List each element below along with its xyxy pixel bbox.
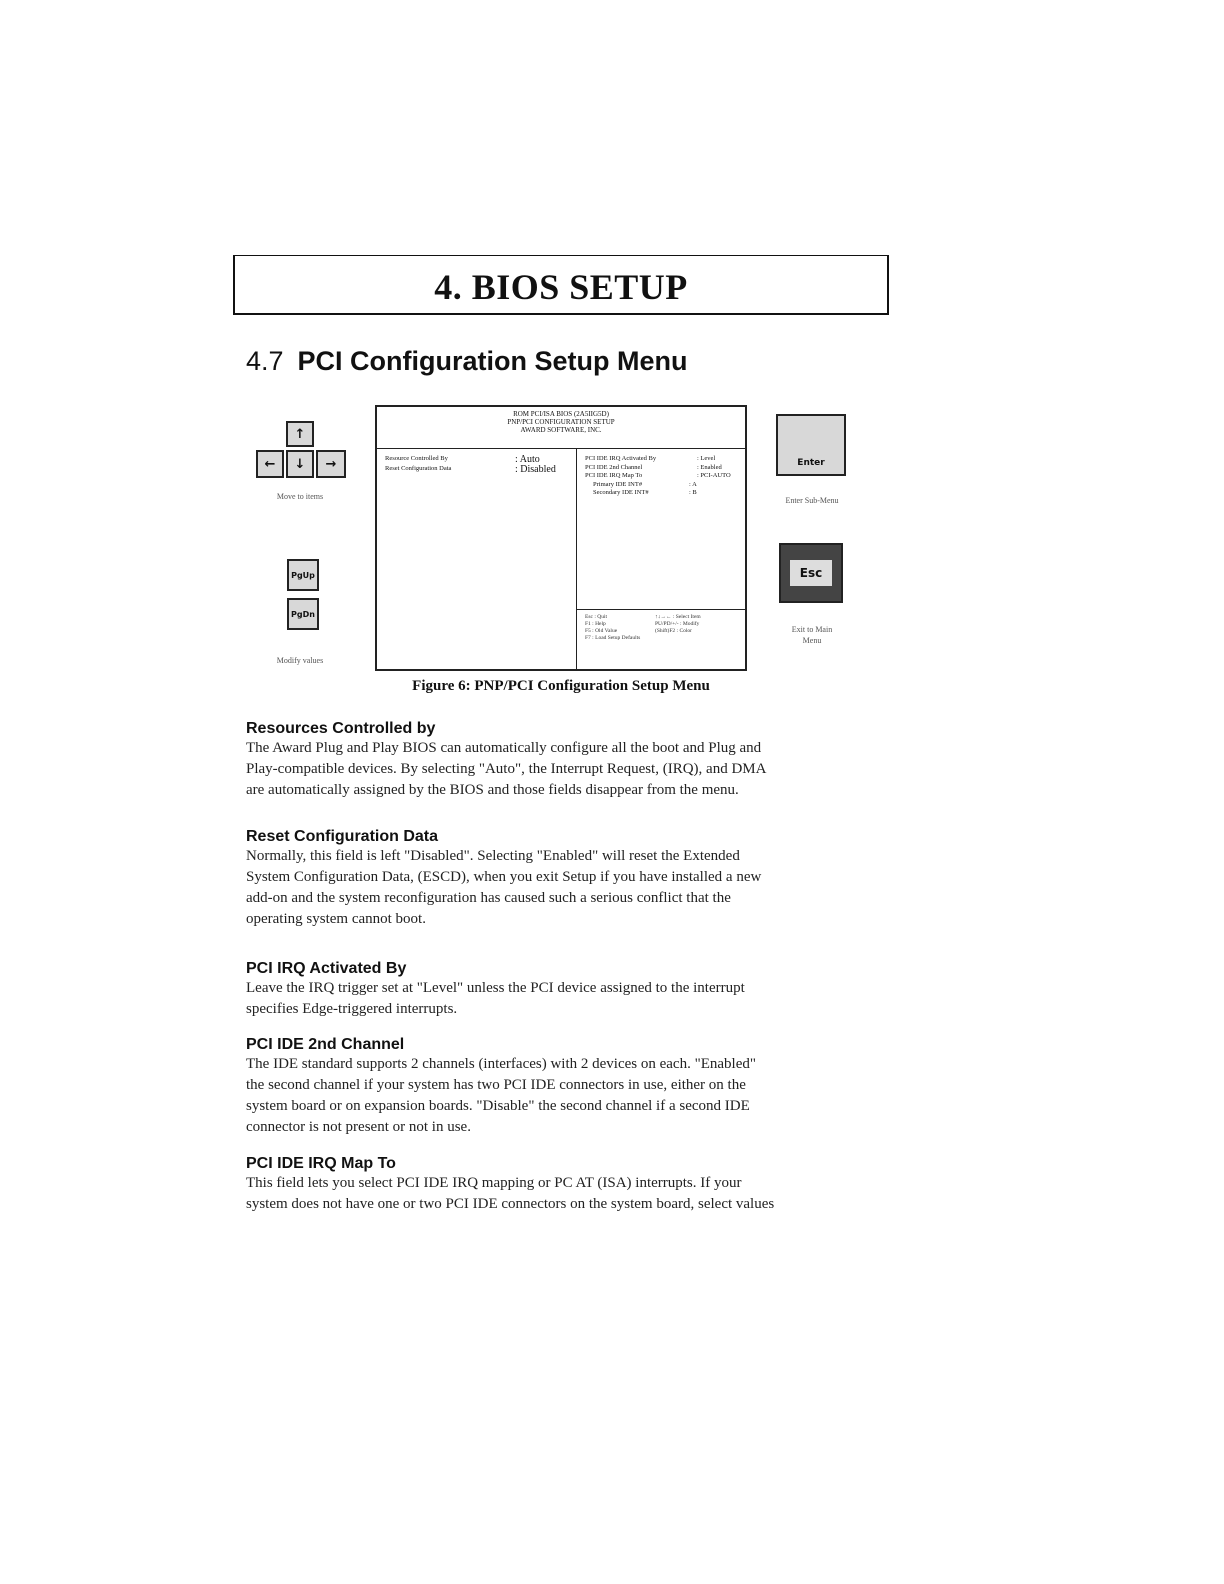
help-row [585, 635, 745, 642]
bios-setting-value[interactable]: : Disabled [515, 464, 556, 475]
section-title-text: PCI Configuration Setup Menu [297, 346, 688, 376]
bios-setting-row[interactable] [585, 489, 745, 498]
help-key: PU/PD/+/- : Modify [655, 621, 700, 627]
text-line: Normally, this field is left "Disabled". Selecting "Enabled" will reset the Extended [246, 848, 740, 864]
modify-values-label: Modify values [276, 656, 324, 665]
text-line: connector is not present or not in use. [246, 1119, 471, 1135]
bios-setting-row[interactable] [385, 455, 576, 463]
section-title [246, 346, 688, 377]
text-line: operating system cannot boot. [246, 911, 426, 927]
exit-main-label-1: Exit to Main [791, 625, 833, 634]
help-key: Esc : Quit [585, 614, 607, 620]
text-line: System Configuration Data, (ESCD), when you exit Setup if you have installed a new [246, 869, 762, 885]
text-line: add-on and the system reconfiguration has caused such a serious conflict that the [246, 890, 731, 906]
text-line: specifies Edge-triggered interrupts. [246, 1001, 458, 1017]
bios-setting-label: PCI IDE IRQ Map To [585, 472, 643, 479]
bios-help-panel [577, 609, 745, 669]
enter-key-label: Enter [797, 458, 825, 468]
help-key: F5 : Old Value [585, 628, 618, 634]
exit-main-label-2: Menu [802, 636, 822, 645]
help-key: F7 : Load Setup Defaults [585, 635, 641, 641]
bios-header-line: AWARD SOFTWARE, INC. [520, 426, 602, 434]
bios-setting-value[interactable]: : Auto [515, 454, 540, 465]
bios-setting-value[interactable]: : Enabled [697, 463, 722, 471]
down-arrow-key-icon: ↓ [286, 450, 314, 478]
page-down-key-icon: PgDn [287, 598, 319, 630]
bios-header [377, 407, 745, 449]
bios-header-line: ROM PCI/ISA BIOS (2A5IIG5D) [513, 410, 609, 418]
enter-key-icon [776, 414, 846, 476]
subsection-heading: PCI IDE 2nd Channel [246, 1036, 405, 1053]
bios-setting-value[interactable]: : B [689, 489, 697, 496]
bios-setting-value[interactable]: : A [689, 480, 697, 488]
bios-setting-row[interactable] [585, 472, 745, 481]
bios-right-panel [577, 449, 745, 669]
bios-setting-row[interactable] [585, 481, 745, 490]
page-up-key-icon: PgUp [287, 559, 319, 591]
subsection-body [246, 738, 882, 801]
bios-setting-row[interactable] [585, 464, 745, 473]
chapter-title: 4. BIOS SETUP [434, 267, 688, 307]
subsection-body [246, 1173, 882, 1215]
bios-setting-label: Reset Configuration Data [385, 465, 452, 472]
text-line: The Award Plug and Play BIOS can automatically configure all the boot and Plug and [246, 740, 762, 756]
text-line: system board or on expansion boards. "Disable" the second channel if a second IDE [246, 1098, 750, 1114]
right-arrow-key-icon: → [316, 450, 346, 478]
figure-caption: Figure 6: PNP/PCI Configuration Setup Menu [412, 678, 710, 694]
bios-setting-row[interactable] [385, 465, 576, 473]
section-number: 4.7 [246, 346, 284, 376]
help-row [585, 614, 745, 621]
help-row [585, 621, 745, 628]
text-line: are automatically assigned by the BIOS and those fields disappear from the menu. [246, 782, 739, 798]
bios-setting-label: Secondary IDE INT# [593, 489, 649, 496]
subsection-body [246, 978, 882, 1020]
left-arrow-key-icon: ← [256, 450, 284, 478]
help-key: (Shift)F2 : Color [655, 628, 692, 634]
help-key: ↑↓→← : Select Item [655, 614, 701, 620]
esc-key-label: Esc [790, 560, 832, 586]
bios-setting-label: Resource Controlled By [385, 455, 448, 462]
text-line: system does not have one or two PCI IDE connectors on the system board, select values [246, 1196, 775, 1212]
bios-setting-row[interactable] [585, 455, 745, 464]
up-arrow-key-icon: ↑ [286, 421, 314, 447]
bios-left-panel [377, 449, 577, 669]
text-line: This field lets you select PCI IDE IRQ mapping or PC AT (ISA) interrupts. If your [246, 1175, 742, 1191]
bios-header-line: PNP/PCI CONFIGURATION SETUP [507, 418, 615, 426]
subsection-heading: PCI IDE IRQ Map To [246, 1155, 396, 1172]
bios-setting-label: PCI IDE 2nd Channel [585, 463, 643, 471]
subsection-body [246, 846, 882, 930]
text-line: Leave the IRQ trigger set at "Level" unless the PCI device assigned to the interrupt [246, 980, 745, 996]
subsection-body [246, 1054, 882, 1138]
bios-setting-value[interactable]: : PCI-AUTO [697, 472, 731, 479]
bios-setting-label: Primary IDE INT# [593, 480, 643, 488]
chapter-header-box [233, 255, 889, 315]
esc-key-icon [779, 543, 843, 603]
text-line: the second channel if your system has two PCI IDE connectors in use, either on the [246, 1077, 746, 1093]
text-line: Play-compatible devices. By selecting "Auto", the Interrupt Request, (IRQ), and DMA [246, 761, 767, 777]
help-row [585, 628, 745, 635]
help-key: F1 : Help [585, 621, 606, 627]
subsection-heading: PCI IRQ Activated By [246, 960, 407, 977]
text-line: The IDE standard supports 2 channels (interfaces) with 2 devices on each. "Enabled" [246, 1056, 756, 1072]
subsection-heading: Reset Configuration Data [246, 828, 439, 845]
move-items-label: Move to items [276, 492, 324, 501]
subsection-heading: Resources Controlled by [246, 720, 436, 737]
bios-screen [375, 405, 747, 671]
enter-submenu-label: Enter Sub-Menu [785, 496, 839, 505]
bios-setting-value[interactable]: : Level [697, 455, 716, 462]
bios-setting-label: PCI IDE IRQ Activated By [585, 455, 657, 462]
